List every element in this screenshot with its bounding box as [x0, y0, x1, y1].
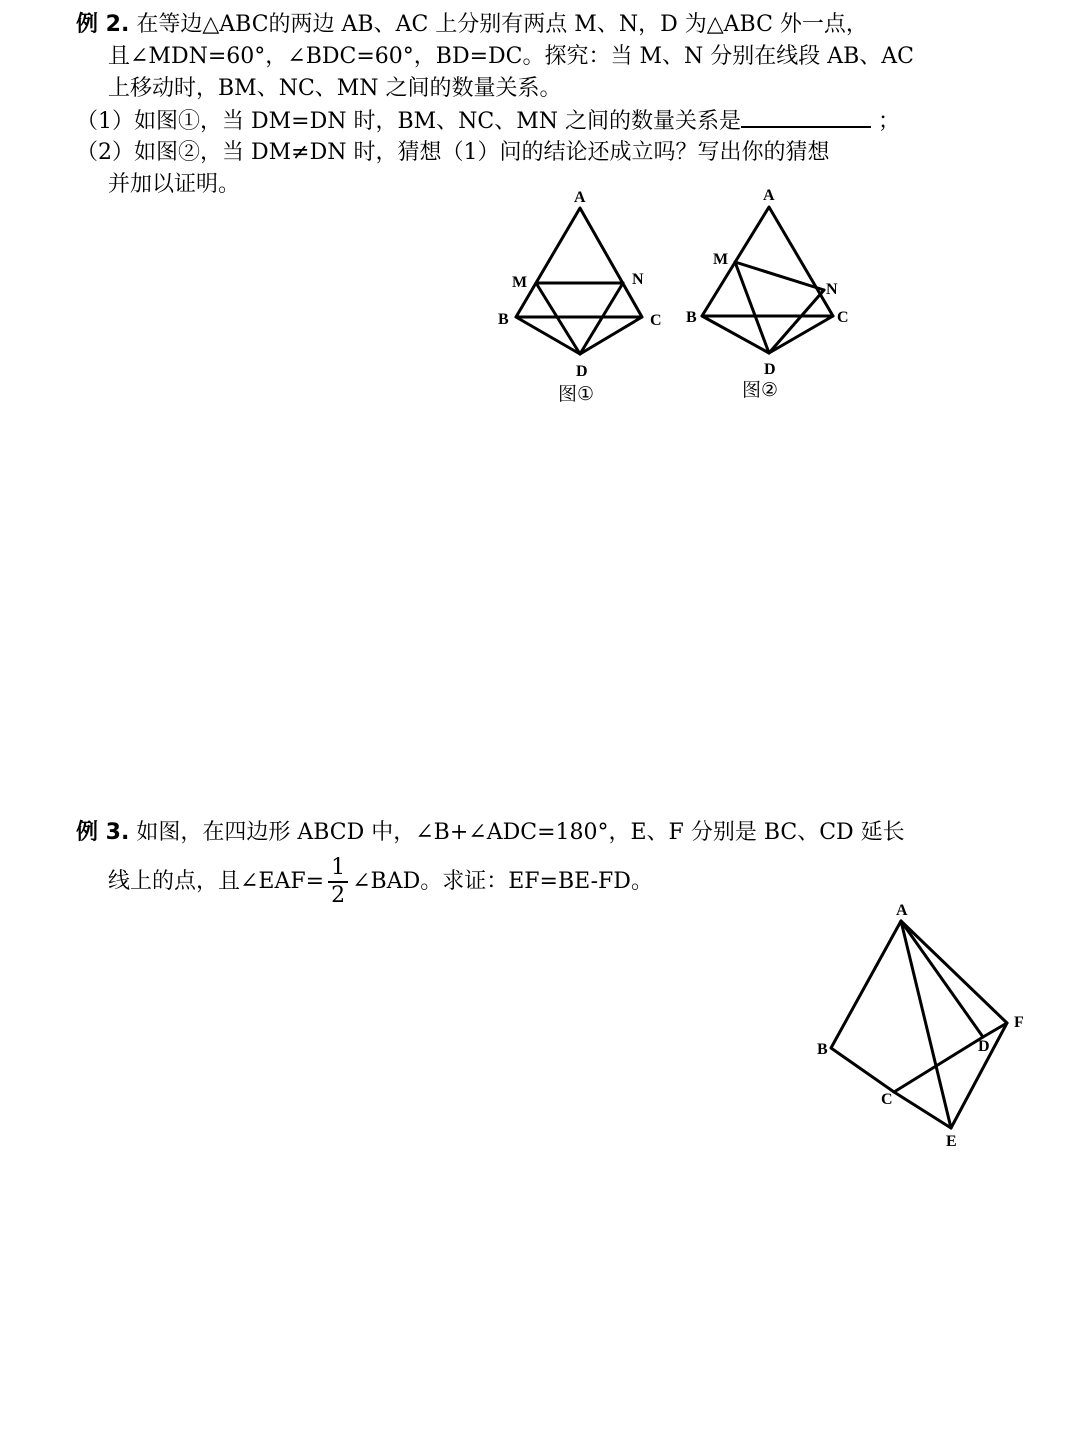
ex2-figure-2 [680, 180, 870, 410]
ex3-line1 [76, 818, 905, 848]
fig2-label-c: C [837, 309, 849, 326]
fig1-label-m: M [512, 274, 528, 291]
ex3-label: 例 3. [76, 820, 130, 845]
fraction-one-half [328, 855, 348, 909]
fig1-label-n: N [632, 271, 644, 288]
fig3-label-d: D [978, 1038, 990, 1055]
ex2-q1-text: （1）如图①，当 DM=DN 时，BM、NC、MN 之间的数量关系是 [76, 109, 742, 134]
ex2-line2: 且∠MDN=60°，∠BDC=60°，BD=DC。探究：当 M、N 分别在线段 AB、AC [108, 44, 915, 69]
ex3-text-line2-pre: 线上的点，且∠EAF= [108, 869, 325, 894]
ex2-question2-line1: （2）如图②，当 DM≠DN 时，猜想（1）问的结论还成立吗？写出你的猜想 [76, 140, 830, 165]
fig2-segment-cd [769, 316, 833, 353]
fig3-label-f: F [1014, 1014, 1024, 1031]
fig3-label-b: B [817, 1041, 828, 1058]
fig2-segment-md [735, 262, 769, 353]
ex2-label: 例 2. [76, 12, 130, 37]
ex3-line2 [108, 852, 653, 912]
ex3-text-line2-post: ∠BAD。求证：EF=BE-FD。 [352, 869, 653, 894]
fig2-segment-bd [702, 316, 769, 353]
fig3-segment-af [901, 921, 1007, 1023]
ex2-line3: 上移动时，BM、NC、MN 之间的数量关系。 [108, 76, 562, 101]
ex2-line1 [76, 10, 868, 40]
fig3-label-c: C [881, 1091, 893, 1108]
ex3-text-line1: 如图，在四边形 ABCD 中，∠B+∠ADC=180°，E、F 分别是 BC、CD 延长 [136, 820, 905, 845]
fig1-label-a: A [574, 189, 586, 206]
fig2-label-d: D [764, 361, 776, 378]
fig1-label-b: B [498, 311, 509, 328]
ex2-figure-1 [490, 180, 680, 410]
fig2-label-a: A [763, 187, 775, 204]
ex2-question1 [76, 106, 900, 137]
fig3-label-e: E [946, 1133, 957, 1150]
fig2-label-m: M [713, 251, 729, 268]
ex2-text-line1: 在等边△ABC的两边 AB、AC 上分别有两点 M、N，D 为△ABC 外一点， [136, 12, 868, 37]
fig1-label-c: C [650, 312, 662, 329]
fig2-label-n: N [826, 281, 838, 298]
fraction-numerator: 1 [328, 855, 348, 883]
fig3-segment-ae-main [901, 921, 951, 1128]
fig2-segment-nd [769, 290, 824, 353]
answer-blank [741, 106, 871, 128]
fig2-caption: 图② [742, 379, 779, 401]
fig1-segment-cd [580, 317, 642, 354]
fraction-denominator: 2 [331, 883, 346, 908]
fig2-label-b: B [686, 309, 697, 326]
fig1-label-d: D [576, 363, 588, 380]
fig1-segment-bd [516, 317, 580, 354]
fig3-label-a: A [896, 902, 908, 919]
ex3-figure [800, 895, 1050, 1160]
ex2-q1-end: ； [878, 109, 901, 134]
fig1-caption: 图① [558, 383, 595, 405]
ex2-question2-line2: 并加以证明。 [108, 172, 241, 197]
fig1-triangle-abc [516, 208, 642, 317]
